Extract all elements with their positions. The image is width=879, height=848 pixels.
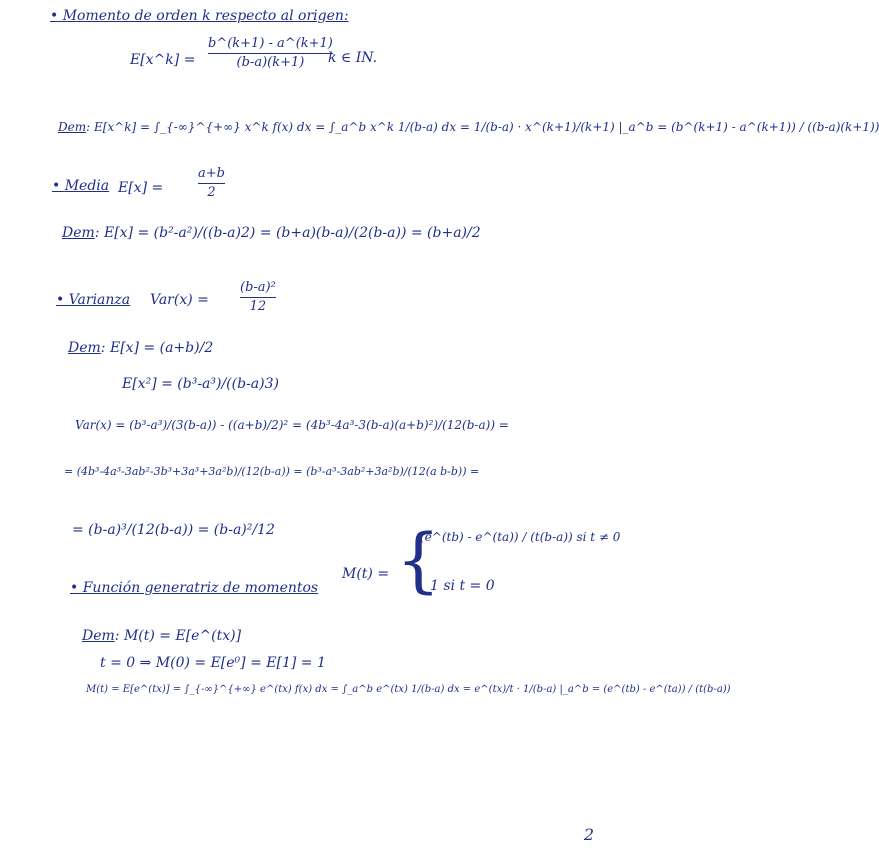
variance-fraction	[240, 280, 276, 315]
proof-label: Dem	[58, 120, 87, 134]
variance-heading: • Varianza	[56, 292, 131, 308]
mgf-proof-1: Dem: M(t) = E[e^(tx)]	[82, 628, 242, 644]
variance-formula: Var(x) =	[150, 292, 209, 308]
mgf-case-1: (e^(tb) - e^(ta)) / (t(b-a)) si t ≠ 0	[420, 530, 621, 544]
mgf-proof-line-1: M(t) = E[e^(tx)]	[123, 628, 242, 644]
variance-proof-1: Dem: E[x] = (a+b)/2	[68, 340, 214, 356]
moment-condition: k ∈ IN.	[328, 50, 378, 66]
mean-denominator: 2	[207, 185, 216, 200]
fraction-bar	[208, 53, 333, 54]
moment-heading: • Momento de orden k respecto al origen:	[50, 8, 349, 24]
moment-numerator: b^(k+1) - a^(k+1)	[208, 36, 333, 51]
fraction-bar	[198, 183, 225, 184]
mean-fraction	[198, 166, 225, 201]
moment-proof: Dem: E[x^k] = ∫_{-∞}^{+∞} x^k f(x) dx = ∫_a^b x^k 1/(b-a) dx = 1/(b-a) · x^(k+1)/(k+1) |_a^b = (b^(k+1) - a^(k+1)) / ((b-a)(k+1))	[58, 120, 879, 134]
mgf-case-2: 1 si t = 0	[430, 578, 495, 594]
variance-proof-line-5: = (b-a)³/(12(b-a)) = (b-a)²/12	[72, 522, 275, 538]
mean-proof-text: E[x] = (b²-a²)/((b-a)2) = (b+a)(b-a)/(2(b-a)) = (b+a)/2	[103, 225, 481, 241]
mgf-heading: • Función generatriz de momentos	[70, 580, 319, 596]
mean-formula: E[x] =	[118, 180, 164, 196]
mgf-proof-line-2: t = 0 ⇒ M(0) = E[e⁰] = E[1] = 1	[100, 655, 326, 671]
variance-proof-line-2: E[x²] = (b³-a³)/((b-a)3)	[122, 376, 279, 392]
proof-label: Dem	[82, 628, 115, 644]
moment-proof-text: E[x^k] = ∫_{-∞}^{+∞} x^k f(x) dx = ∫_a^b x^k 1/(b-a) dx = 1/(b-a) · x^(k+1)/(k+1) |_a^b = (b^(k+1) - a^(k+1)) / ((b-a)(k+1))	[93, 120, 879, 134]
mean-numerator: a+b	[198, 166, 225, 181]
proof-label: Dem	[68, 340, 101, 356]
variance-proof-line-3: Var(x) = (b³-a³)/(3(b-a)) - ((a+b)/2)² = (4b³-4a³-3(b-a)(a+b)²)/(12(b-a)) =	[75, 418, 509, 432]
moment-fraction	[208, 36, 333, 71]
mean-proof: Dem: E[x] = (b²-a²)/((b-a)2) = (b+a)(b-a)/(2(b-a)) = (b+a)/2	[62, 225, 481, 241]
moment-denominator: (b-a)(k+1)	[236, 55, 305, 70]
variance-denominator: 12	[249, 299, 267, 314]
mean-heading: • Media	[52, 178, 110, 194]
proof-label: Dem	[62, 225, 95, 241]
fraction-bar	[240, 297, 276, 298]
mgf-formula: M(t) =	[342, 566, 390, 582]
mgf-brace: {	[396, 519, 441, 601]
variance-proof-line-4: = (4b³-4a³-3ab²-3b³+3a³+3a²b)/(12(b-a)) = (b³-a³-3ab²+3a²b)/(12(a b-b)) =	[64, 465, 480, 478]
mgf-proof-line-3: M(t) = E[e^(tx)] = ∫_{-∞}^{+∞} e^(tx) f(x) dx = ∫_a^b e^(tx) 1/(b-a) dx = e^(tx)/t · 1/(b-a) |_a^b = (e^(tb) - e^(ta)) / (t(b-a))	[86, 684, 731, 695]
page-number: 2	[583, 825, 594, 844]
variance-numerator: (b-a)²	[240, 280, 276, 295]
moment-formula: E[x^k] =	[130, 52, 196, 68]
variance-proof-line-1: E[x] = (a+b)/2	[109, 340, 214, 356]
